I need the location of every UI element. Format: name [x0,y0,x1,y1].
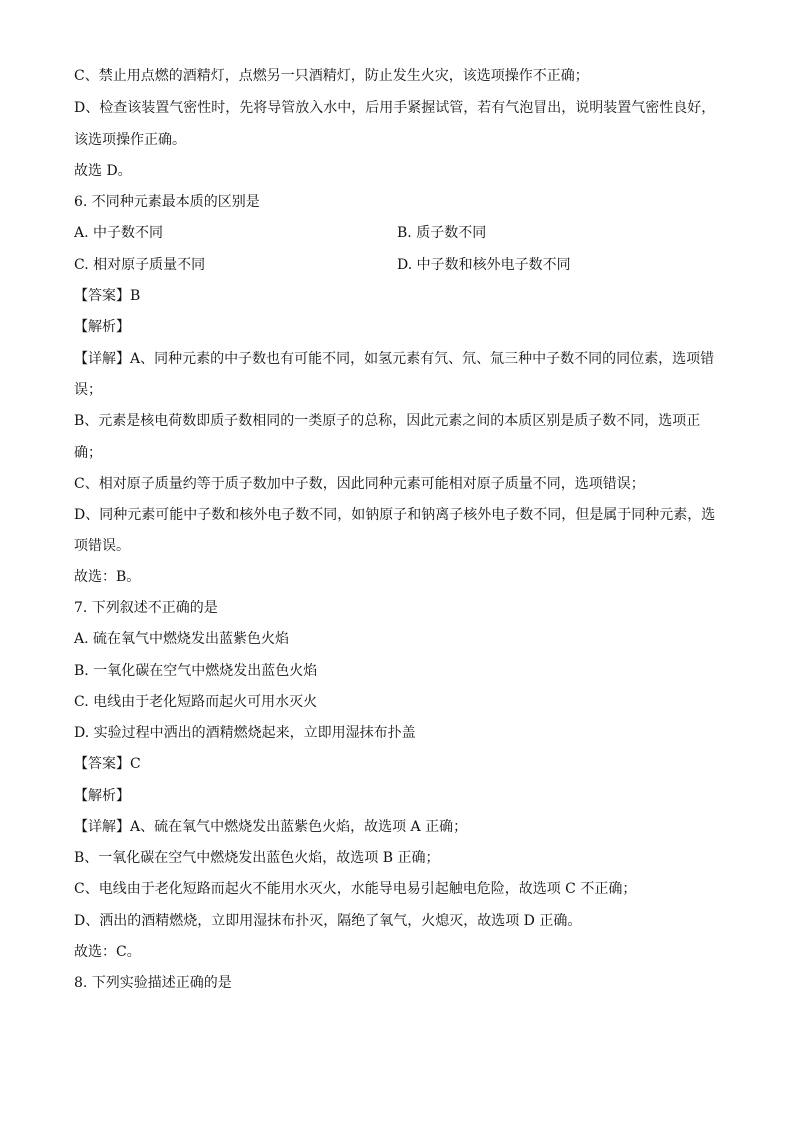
q7-answer-choice: 故选：C。 [74,944,141,960]
prev-option-c-explanation: C、禁止用点燃的酒精灯，点燃另一只酒精灯，防止发生火灾，该选项操作不正确； [74,68,589,84]
q7-detail-c: C、电线由于老化短路而起火不能用水灭火，水能导电易引起触电危险，故选项 C 不正确； [74,881,637,897]
q6-detail-c: C、相对原子质量约等于质子数加中子数，因此同种元素可能相对原子质量不同，选项错误； [74,476,645,492]
q7-detail-a: 【详解】A、硫在氧气中燃烧发出蓝紫色火焰，故选项 A 正确； [74,819,468,835]
q6-detail-d-line1: D、同种元素可能中子数和核外电子数不同，如钠原子和钠离子核外电子数不同，但是属于同种元素，选 [74,507,716,523]
q6-detail-b-line1: B、元素是核电荷数即质子数相同的一类原子的总称，因此元素之间的本质区别是质子数不同，选项正 [74,413,701,429]
q6-answer-choice: 故选：B。 [74,569,141,585]
q6-option-b: B. 质子数不同 [397,225,487,241]
q6-option-c: C. 相对原子质量不同 [74,257,206,273]
q7-detail-b: B、一氧化碳在空气中燃烧发出蓝色火焰，故选项 B 正确； [74,850,440,866]
q7-answer: 【答案】C [74,756,141,772]
q7-option-c: C. 电线由于老化短路而起火可用水灭火 [74,694,318,710]
prev-option-d-explanation-line2: 该选项操作正确。 [74,132,186,148]
q6-answer: 【答案】B [74,288,141,304]
q7-analysis-heading: 【解析】 [74,788,130,804]
prev-answer-choice: 故选 D。 [74,163,132,179]
q7-detail-d: D、洒出的酒精燃烧，立即用湿抹布扑灭，隔绝了氧气，火熄灭，故选项 D 正确。 [74,913,582,929]
q6-detail-a-line2: 误； [74,382,102,398]
q6-option-d: D. 中子数和核外电子数不同 [397,257,571,273]
q7-stem: 7. 下列叙述不正确的是 [74,600,218,616]
q6-analysis-heading: 【解析】 [74,319,130,335]
q6-detail-b-line2: 确； [74,445,102,461]
prev-option-d-explanation-line1: D、检查该装置气密性时，先将导管放入水中，后用手紧握试管，若有气泡冒出，说明装置气密性良好， [74,100,716,116]
q7-option-a: A. 硫在氧气中燃烧发出蓝紫色火焰 [74,631,290,647]
q6-stem: 6. 不同种元素最本质的区别是 [74,194,260,210]
q6-option-a: A. 中子数不同 [74,225,164,241]
q7-option-b: B. 一氧化碳在空气中燃烧发出蓝色火焰 [74,663,318,679]
q6-detail-a-line1: 【详解】A、同种元素的中子数也有可能不同，如氢元素有氕、氘、氚三种中子数不同的同位素，选项错 [74,351,715,367]
q6-detail-d-line2: 项错误。 [74,538,130,554]
q7-option-d: D. 实验过程中洒出的酒精燃烧起来，立即用湿抹布扑盖 [74,725,416,741]
q8-stem: 8. 下列实验描述正确的是 [74,975,232,991]
